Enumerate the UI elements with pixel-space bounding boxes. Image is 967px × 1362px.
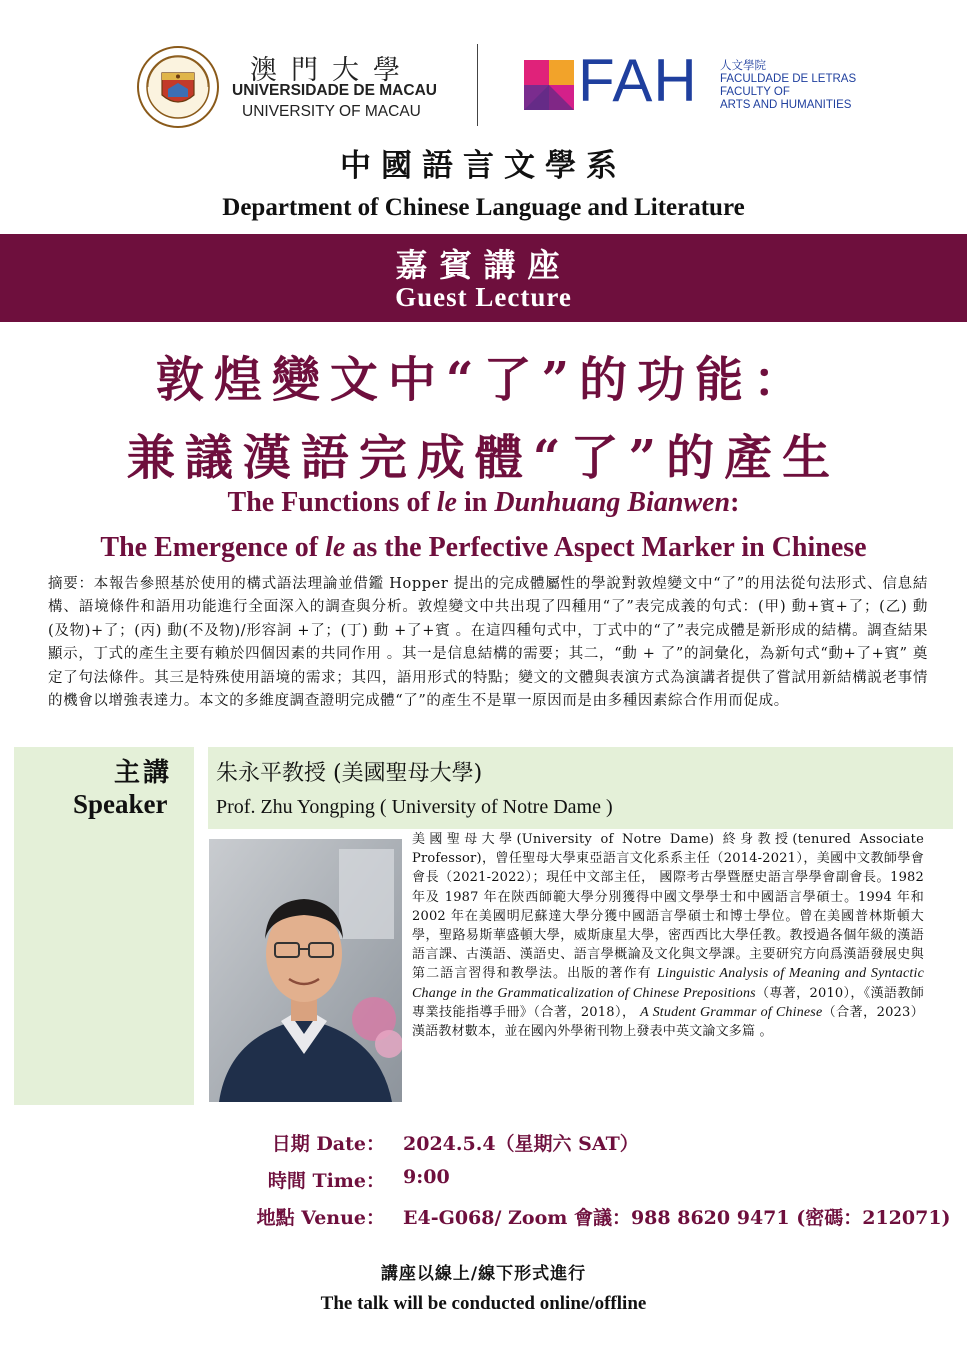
department-name-chinese: 中國語言文學系 bbox=[340, 148, 627, 184]
fah-subtitle bbox=[720, 60, 856, 112]
fah-sub-line: 人文學院 bbox=[720, 60, 766, 72]
fah-sub-line: FACULTY OF bbox=[720, 86, 790, 98]
fah-logo-text: FAH bbox=[578, 47, 698, 114]
banner-title-english: Guest Lecture bbox=[395, 282, 572, 312]
time-value: 9:00 bbox=[403, 1166, 450, 1188]
venue-value: E4-G068/ Zoom 會議：988 8620 9471 (密碼：212071) bbox=[403, 1207, 951, 1229]
fah-sub-line: FACULDADE DE LETRAS bbox=[720, 73, 857, 85]
speaker-name-chinese: 朱永平教授 (美國聖母大學) bbox=[216, 761, 483, 786]
speaker-bio: 美國聖母大學(University of Notre Dame) 終身教授(tenured Associate Professor)，曾任聖母大學東亞語言文化系系主任（2014-2021），美國中文教師學會會長（2021-2022）；現任中文部主任， 國際考古學暨歷史語言學學會副會長。1982 年及 1987 年在陝西師範大學分別獲得中國文學學士和中國語言學碩士。1994 年和 2002 年在美國明尼蘇達大學分獲中國語言學碩士和博士學位。曾在美國普林斯頓大學，聖路易斯華盛頓大學，威斯康星大學，密西西比大學任教。教授過各個年級的漢語語言課、古漢語、漢語史、語言學概論及文化與文學課。主要研究方向爲漢語發展史與第二語言習得和教學法。出版的著作有 Linguistic Analysis of Meaning and Syntactic Change in the Grammaticalization of Chinese Prepositions（專著，2010），《漢語教師專業技能指導手冊》（合著，2018）， A Student Grammar of Chinese（合著，2023）漢語教材數本，並在國內外學術刊物上發表中英文論文多篇 。 bbox=[412, 832, 924, 1040]
format-note-chinese: 講座以線上/線下形式進行 bbox=[380, 1264, 587, 1284]
um-name-english: UNIVERSITY OF MACAU bbox=[242, 103, 421, 120]
speaker-name-english: Prof. Zhu Yongping ( University of Notre Dame ) bbox=[216, 796, 613, 818]
lecture-title-cn-line2: 兼議漢語完成體“了”的產生 bbox=[126, 430, 841, 486]
lecture-title-en-line1: The Functions of le in Dunhuang Bianwen: bbox=[227, 487, 740, 518]
header-divider bbox=[477, 44, 478, 126]
banner-title-chinese: 嘉賓講座 bbox=[395, 246, 572, 284]
time-label: 時間 Time： bbox=[267, 1170, 385, 1192]
venue-label: 地點 Venue： bbox=[256, 1207, 385, 1229]
abstract-text: 摘要：本報告參照基於使用的構式語法理論並借鑑 Hopper 提出的完成體屬性的學說對敦煌變文中“了”的用法從句法形式、信息結構、語境條件和語用功能進行全面深入的調查與分析。敦煌變文中共出現了四種用“了”表完成義的句式：(甲) 動+賓+了；(乙) 動 (及物)+了；(丙) 動(不及物)/形容詞 +了；(丁) 動 +了+賓 。在這四種句式中，丁式中的“了”表完成體是新形成的結構。調查結果顯示，丁式的產生主要有賴於四個因素的共同作用 。其一是信息結構的需要；其二，“動 + 了”的詞彙化，為新句式“動+了+賓” 奠定了句法條件。其三是特殊使用語境的需求；其四，語用形式的特點；變文的文體與表演方式為演講者提供了嘗試用新結構説老事情的機會以增強表達力。本文的多維度調查證明完成體“了”的產生不是單一原因而是由多種因素綜合作用而促成。 bbox=[48, 576, 928, 710]
lecture-title-cn-line1: 敦煌變文中“了”的功能： bbox=[155, 352, 812, 408]
lecture-title-en-line2: The Emergence of le as the Perfective Aspect Marker in Chinese bbox=[100, 532, 867, 563]
format-note-english: The talk will be conducted online/offline bbox=[320, 1293, 647, 1314]
um-name-portuguese: UNIVERSIDADE DE MACAU bbox=[232, 82, 437, 99]
um-name-chinese: 澳門大學 bbox=[250, 55, 414, 86]
date-value: 2024.5.4（星期六 SAT） bbox=[403, 1133, 639, 1155]
university-of-macau-seal bbox=[136, 45, 220, 129]
fah-logo-mark-icon bbox=[524, 60, 574, 110]
speaker-photo bbox=[209, 839, 402, 1102]
department-name-english: Department of Chinese Language and Literature bbox=[222, 194, 745, 221]
date-label: 日期 Date： bbox=[271, 1133, 385, 1155]
fah-sub-line: ARTS AND HUMANITIES bbox=[720, 99, 852, 111]
speaker-label-english: Speaker bbox=[73, 789, 168, 819]
speaker-label-chinese: 主講 bbox=[114, 758, 173, 788]
